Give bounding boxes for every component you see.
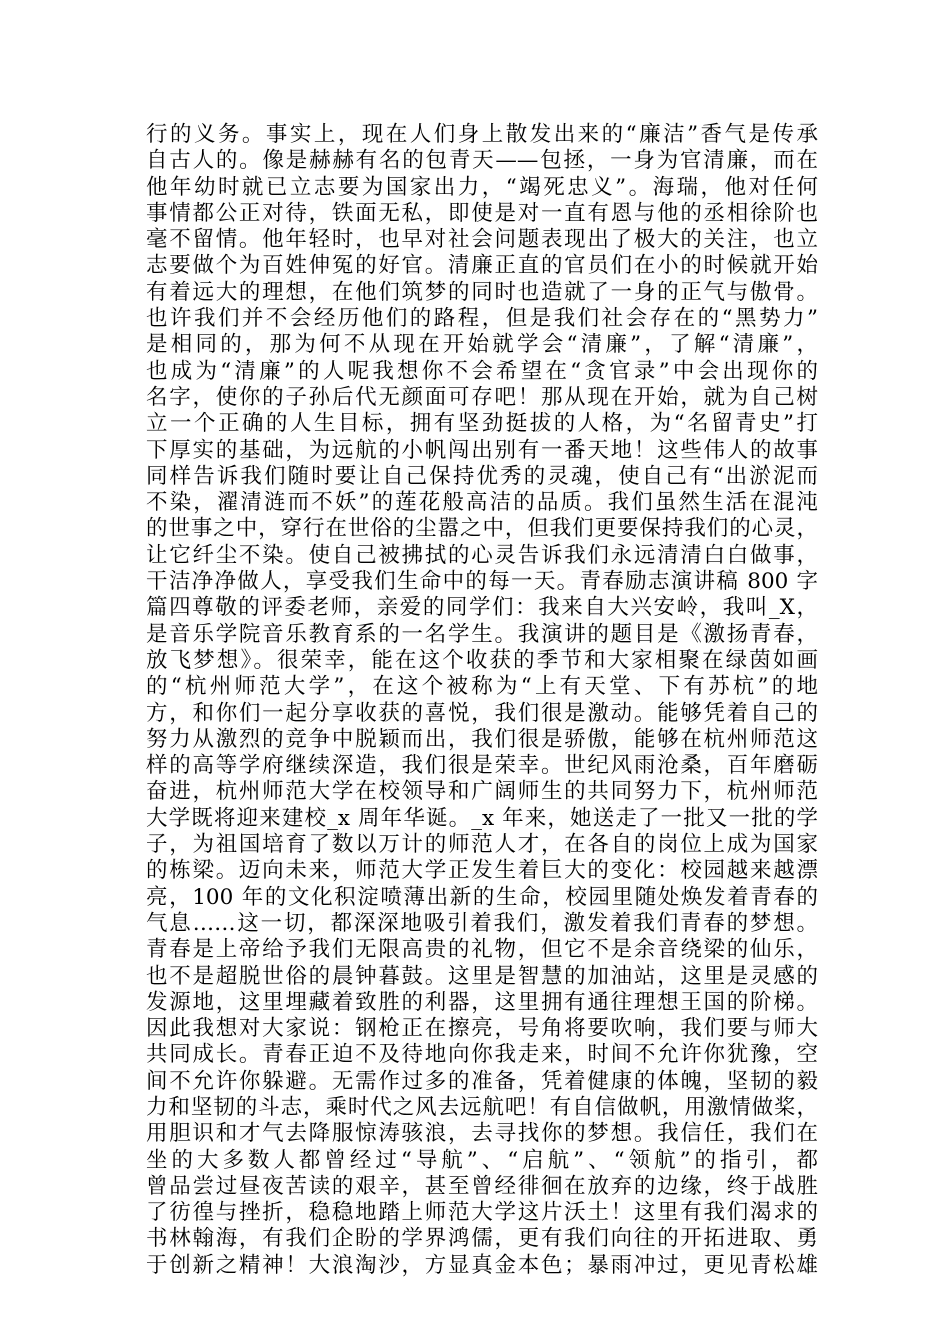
text-line: 书林翰海，有我们企盼的学界鸿儒，更有我们向往的开拓进取、勇 (146, 1226, 818, 1252)
text-line: 间不允许你躲避。无需作过多的准备，凭着健康的体魄，坚韧的毅 (146, 1068, 818, 1094)
text-line: 名字，使你的子孙后代无颜面可存吧！那从现在开始，就为自己树 (146, 384, 818, 410)
text-line: 自古人的。像是赫赫有名的包青天——包拯，一身为官清廉，而在 (146, 148, 818, 174)
text-line: 不染，濯清涟而不妖”的莲花般高洁的品质。我们虽然生活在混沌 (146, 490, 818, 516)
text-line: 行的义务。事实上，现在人们身上散发出来的“廉洁”香气是传承 (146, 122, 818, 147)
text-line: 是音乐学院音乐教育系的一名学生。我演讲的题目是《激扬青春， (146, 621, 818, 647)
text-line: 事情都公正对待，铁面无私，即使是对一直有恩与他的丞相徐阶也 (146, 200, 818, 226)
text-line: 大学既将迎来建校_x 周年华诞。_x 年来，她送走了一批又一批的学 (146, 805, 818, 831)
text-line: 他年幼时就已立志要为国家出力，“竭死忠义”。海瑞，他对任何 (146, 174, 818, 200)
text-line: 样的高等学府继续深造，我们很是荣幸。世纪风雨沧桑，百年磨砺 (146, 753, 818, 779)
text-line: 也不是超脱世俗的晨钟暮鼓。这里是智慧的加油站，这里是灵感的 (146, 963, 818, 989)
text-line: 用胆识和才气去降服惊涛骇浪，去寻找你的梦想。我信任，我们在 (146, 1121, 818, 1147)
text-line: 青春是上帝给予我们无限高贵的礼物，但它不是余音绕梁的仙乐， (146, 937, 818, 963)
text-line: 篇四尊敬的评委老师，亲爱的同学们：我来自大兴安岭，我叫_X， (146, 595, 818, 621)
text-line: 毫不留情。他年轻时，也早对社会问题表现出了极大的关注，也立 (146, 227, 818, 253)
text-line: 的“杭州师范大学”，在这个被称为“上有天堂、下有苏杭”的地 (146, 674, 818, 700)
text-line: 发源地，这里埋藏着致胜的利器，这里拥有通往理想王国的阶梯。 (146, 989, 818, 1015)
text-line: 奋进，杭州师范大学在校领导和广阔师生的共同努力下，杭州师范 (146, 779, 818, 805)
text-line: 力和坚韧的斗志，乘时代之风去远航吧！有自信做帆，用激情做桨， (146, 1094, 818, 1120)
text-line: 同样告诉我们随时要让自己保持优秀的灵魂，使自己有“出淤泥而 (146, 463, 818, 489)
text-line: 的栋梁。迈向未来，师范大学正发生着巨大的变化：校园越来越漂 (146, 858, 818, 884)
text-line: 坐的大多数人都曾经过“导航”、“启航”、“领航”的指引，都 (146, 1147, 818, 1173)
text-line: 有着远大的理想，在他们筑梦的同时也造就了一身的正气与傲骨。 (146, 279, 818, 305)
text-line: 干洁净净做人，享受我们生命中的每一天。青春励志演讲稿 800 字 (146, 569, 818, 595)
text-line: 方，和你们一起分享收获的喜悦，我们很是激动。能够凭着自己的 (146, 700, 818, 726)
body-text (146, 122, 818, 1279)
text-line: 也成为“清廉”的人呢我想你不会希望在“贪官录”中会出现你的 (146, 358, 818, 384)
text-line: 努力从激烈的竞争中脱颖而出，我们很是骄傲，能够在杭州师范这 (146, 726, 818, 752)
text-line: 也许我们并不会经历他们的路程，但是我们社会存在的“黑势力” (146, 306, 818, 332)
text-line: 下厚实的基础，为远航的小帆闯出别有一番天地！这些伟人的故事 (146, 437, 818, 463)
text-line: 让它纤尘不染。使自己被拂拭的心灵告诉我们永远清清白白做事， (146, 542, 818, 568)
text-line: 的世事之中，穿行在世俗的尘嚣之中，但我们更要保持我们的心灵， (146, 516, 818, 542)
text-line: 亮，100 年的文化积淀喷薄出新的生命，校园里随处焕发着青春的 (146, 884, 818, 910)
text-line: 曾品尝过昼夜苦读的艰辛，甚至曾经徘徊在放弃的边缘，终于战胜 (146, 1173, 818, 1199)
text-line: 了彷徨与挫折，稳稳地踏上师范大学这片沃土！这里有我们渴求的 (146, 1200, 818, 1226)
text-line: 气息……这一切，都深深地吸引着我们，激发着我们青春的梦想。 (146, 910, 818, 936)
text-line: 于创新之精神！大浪淘沙，方显真金本色；暴雨冲过，更见青松雄 (146, 1252, 818, 1278)
text-line: 因此我想对大家说：钢枪正在擦亮，号角将要吹响，我们要与师大 (146, 1016, 818, 1042)
text-line: 放飞梦想》。很荣幸，能在这个收获的季节和大家相聚在绿茵如画 (146, 647, 818, 673)
text-line: 是相同的，那为何不从现在开始就学会“清廉”，了解“清廉”， (146, 332, 818, 358)
text-line: 子，为祖国培育了数以万计的师范人才，在各自的岗位上成为国家 (146, 832, 818, 858)
text-line: 共同成长。青春正迫不及待地向你我走来，时间不允许你犹豫，空 (146, 1042, 818, 1068)
text-line: 志要做个为百姓伸冤的好官。清廉正直的官员们在小的时候就开始 (146, 253, 818, 279)
text-line: 立一个正确的人生目标，拥有坚劲挺拔的人格，为“名留青史”打 (146, 411, 818, 437)
